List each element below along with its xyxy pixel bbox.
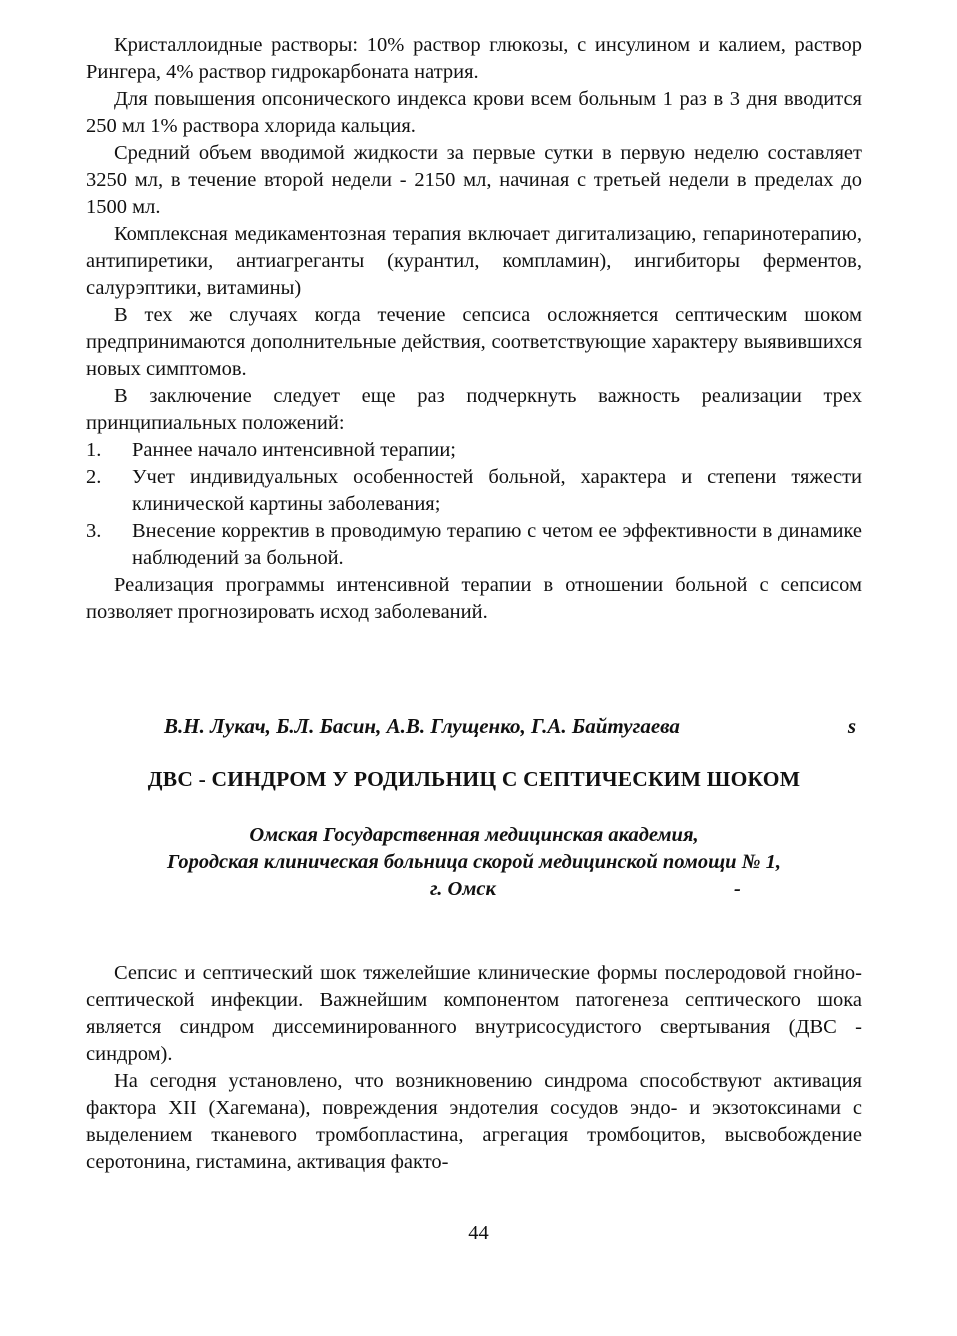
paragraph-drug-therapy: Комплексная медикаментозная терапия включает дигитализацию, гепаринотерапию, антипиретики, антиагреганты (курантил, компламин), ингибиторы ферментов, салурэптики, витамины)	[86, 223, 862, 299]
author-names: В.Н. Лукач, Б.Л. Басин, А.В. Глущенко, Г.А. Байтугаева	[164, 714, 680, 738]
affiliation-academy: Омская Государственная медицинская академия,	[249, 824, 699, 846]
list-text: Раннее начало интенсивной терапии;	[132, 439, 456, 461]
page-number: 44	[468, 1222, 489, 1244]
paragraph-syndrome-factors: На сегодня установлено, что возникновению синдрома способствуют активация фактора XII (Хагемана), повреждения эндотелия сосудов эндо- и экзотоксинами с выделением тканевого тромбопластина, агрегация тромбоцитов, высвобождение серотонина, гистамина, активация факто-	[86, 1070, 862, 1173]
paragraph-conclusion-intro: В заключение следует еще раз подчеркнуть важность реализации трех принципиальных положений:	[86, 385, 862, 434]
affiliation-city: г. Омск	[430, 878, 496, 900]
paragraph-fluid-volume: Средний объем вводимой жидкости за первые сутки в первую неделю составляет 3250 мл, в течение второй недели - 2150 мл, начиная с третьей недели в пределах до 1500 мл.	[86, 142, 862, 218]
paragraph-calcium-chloride: Для повышения опсонического индекса крови всем больным 1 раз в 3 дня вводится 250 мл 1% раствора хлорида кальция.	[86, 88, 862, 137]
list-item	[86, 518, 862, 572]
list-number: 1.	[86, 439, 102, 461]
paragraph-program-result: Реализация программы интенсивной терапии в отношении больной с сепсисом позволяет прогнозировать исход заболеваний.	[86, 574, 862, 623]
paragraph-crystalloids: Кристаллоидные растворы: 10% раствор глюкозы, с инсулином и калием, раствор Рингера, 4% раствор гидрокарбоната натрия.	[86, 34, 862, 83]
list-item	[86, 464, 862, 518]
list-item	[86, 437, 862, 464]
author-mark: s	[847, 714, 856, 738]
affiliation-hospital: Городская клиническая больница скорой медицинской помощи № 1,	[167, 851, 781, 873]
paragraph-sepsis-intro: Сепсис и септический шок тяжелейшие клинические формы послеродовой гнойно-септической инфекции. Важнейшим компонентом патогенеза септического шока является синдром диссеминированного внутрисосудистого свертывания (ДВС - синдром).	[86, 962, 862, 1065]
list-number: 2.	[86, 466, 102, 488]
paragraph-septic-shock-actions: В тех же случаях когда течение сепсиса осложняется септическим шоком предпринимаются дополнительные действия, соответствующие характеру выявившихся новых симптомов.	[86, 304, 862, 380]
list-text: Внесение корректив в проводимую терапию с четом ее эффективности в динамике наблюдений за больной.	[132, 520, 862, 569]
list-number: 3.	[86, 520, 102, 542]
article-title: ДВС - СИНДРОМ У РОДИЛЬНИЦ С СЕПТИЧЕСКИМ ШОКОМ	[147, 767, 801, 791]
affiliation-dash: -	[734, 878, 741, 900]
list-text: Учет индивидуальных особенностей больной, характера и степени тяжести клинической картины заболевания;	[132, 466, 862, 515]
